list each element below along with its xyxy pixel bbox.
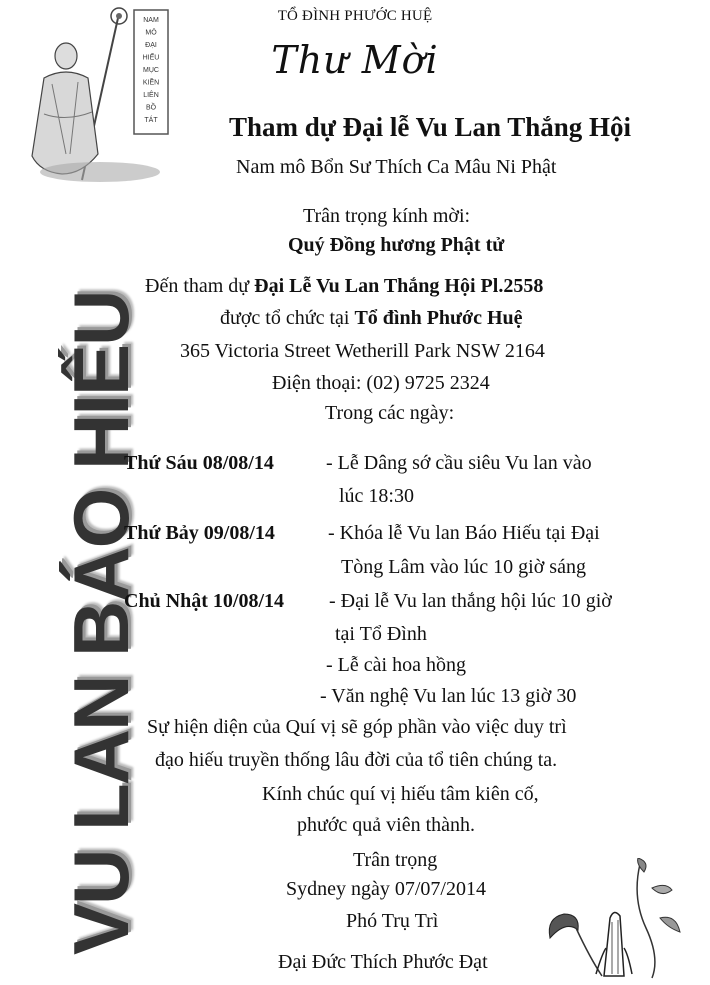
plaque-text: LIÊN (143, 92, 159, 99)
praying-hands-lotus-icon (540, 858, 700, 980)
monk-illustration (22, 4, 172, 190)
venue-line (220, 307, 523, 330)
plaque-text: BỒ (145, 104, 157, 112)
schedule-line: - Lễ cài hoa hồng (326, 654, 466, 676)
closing-line: phước quả viên thành. (297, 814, 476, 836)
event-line (145, 275, 543, 298)
closing-line: đạo hiếu truyền thống lâu đời của tổ tiên chúng ta. (155, 749, 558, 771)
plaque-text: MÔ (145, 29, 157, 37)
invite-intro: Trân trọng kính mời: (303, 205, 471, 227)
dates-intro: Trong các ngày: (325, 402, 455, 424)
phone: Điện thoại: (02) 9725 2324 (272, 372, 490, 394)
schedule-line: tại Tổ Đình (335, 623, 427, 645)
plaque-text: ĐẠI (145, 42, 157, 49)
closing-line: Kính chúc quí vị hiếu tâm kiên cố, (262, 783, 539, 805)
greeting: Nam mô Bổn Sư Thích Ca Mâu Ni Phật (236, 156, 557, 178)
schedule-line: - Đại lễ Vu lan thắng hội lúc 10 giờ (329, 590, 612, 612)
event-heading: Tham dự Đại lễ Vu Lan Thắng Hội (228, 112, 632, 142)
signer-name: Đại Đức Thích Phước Đạt (278, 951, 488, 973)
closing-line: Sự hiện diện của Quí vị sẽ góp phần vào việc duy trì (147, 716, 567, 738)
date-line: Sydney ngày 07/07/2014 (286, 878, 486, 900)
signer-title: Phó Trụ Trì (346, 910, 439, 932)
temple-name: TỔ ĐÌNH PHƯỚC HUỆ (277, 8, 433, 24)
plaque-text: HIẾU (142, 54, 160, 62)
schedule-line: Tòng Lâm vào lúc 10 giờ sáng (341, 556, 586, 578)
venue-name: Tổ đình Phước Huệ (354, 307, 523, 329)
invitation-title: Thư Mời (271, 38, 439, 82)
address: 365 Victoria Street Wetherill Park NSW 2164 (180, 340, 545, 362)
schedule-day: Thứ Bảy 09/08/14 (124, 522, 275, 544)
plaque-text: TÁT (144, 117, 158, 124)
schedule-line: - Văn nghệ Vu lan lúc 13 giờ 30 (320, 685, 577, 707)
signoff: Trân trọng (353, 849, 438, 871)
event-name: Đại Lễ Vu Lan Thắng Hội Pl.2558 (254, 275, 544, 297)
plaque-text: MỤC (143, 67, 159, 74)
event-prefix: Đến tham dự (145, 275, 255, 297)
invitees: Quý Đồng hương Phật tử (288, 234, 505, 256)
venue-prefix: được tổ chức tại (220, 307, 355, 329)
plaque-text: KIỀN (142, 79, 160, 87)
schedule-line: lúc 18:30 (339, 485, 414, 507)
schedule-line: - Lễ Dâng sớ cầu siêu Vu lan vào (326, 452, 592, 474)
schedule-line: - Khóa lễ Vu lan Báo Hiếu tại Đại (328, 522, 600, 544)
vu-lan-bao-hieu-banner: VU LAN BÁO HIẾU (57, 291, 145, 955)
plaque-text: NAM (143, 17, 159, 24)
schedule-day: Chủ Nhật 10/08/14 (124, 590, 285, 612)
schedule-day: Thứ Sáu 08/08/14 (124, 452, 274, 474)
